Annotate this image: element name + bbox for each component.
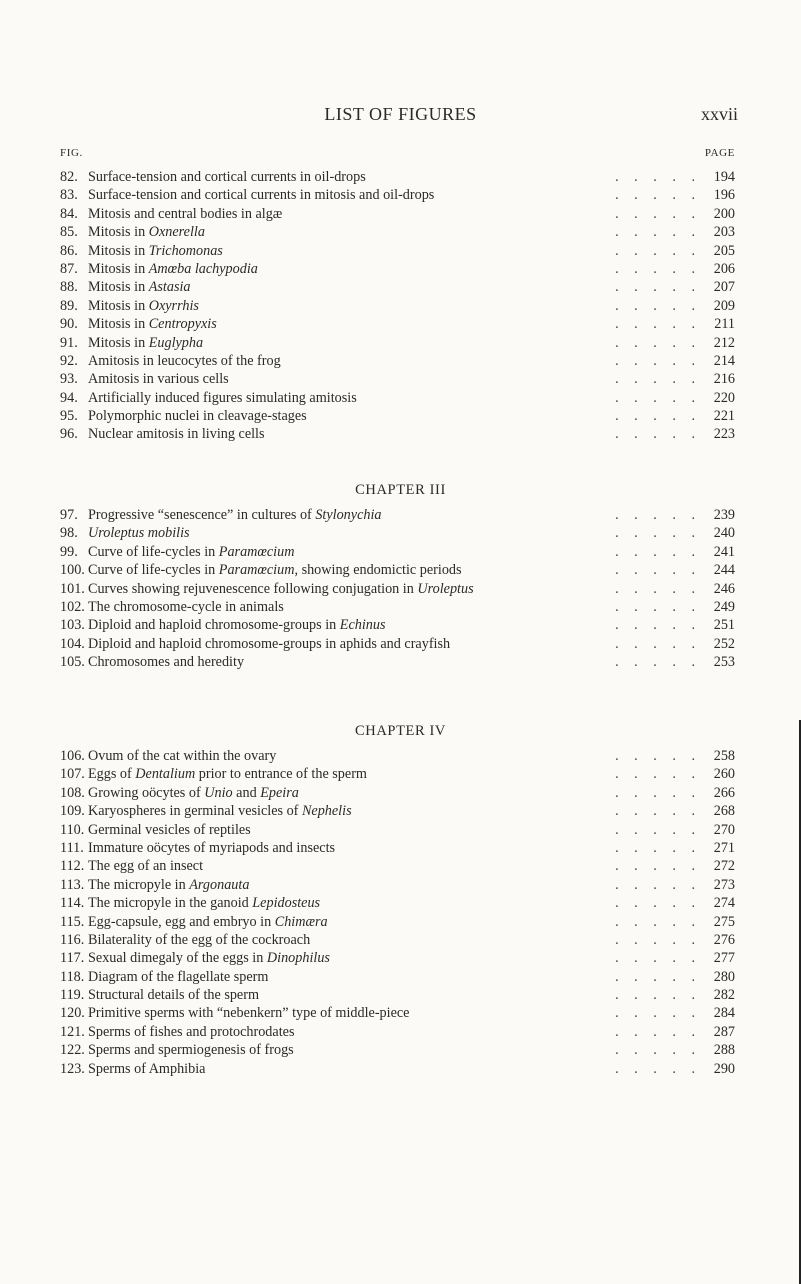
figure-title: Uroleptus mobilis [88,525,190,542]
figure-entry [60,334,735,352]
figure-title: Mitosis in Euglypha [88,334,204,351]
dot-leader: . . . . . [615,876,701,893]
dot-leader: . . . . . [615,617,701,634]
figure-entry [60,857,735,875]
dot-leader: . . . . . [615,987,701,1004]
figure-entry [60,506,735,524]
page-ref [475,205,735,223]
figure-number: 121. [60,1023,85,1040]
figure-title: Sperms of fishes and protochrodates [88,1023,295,1040]
dot-leader: . . . . . [615,297,701,314]
figure-entry [60,968,735,986]
page-ref [475,580,735,598]
figure-number: 105. [60,654,85,671]
page-number-ref: 276 [713,931,735,948]
figure-number: 84. [60,205,78,222]
dot-leader: . . . . . [615,598,701,615]
figure-title: The micropyle in Argonauta [88,876,250,893]
page-number-ref: 214 [713,352,735,369]
page-number-ref: 241 [713,543,735,560]
page-ref [475,876,735,894]
figure-number: 112. [60,858,85,875]
page-ref [475,821,735,839]
dot-leader: . . . . . [615,242,701,259]
page-ref [475,370,735,388]
dot-leader: . . . . . [615,821,701,838]
page-ref [475,543,735,561]
figure-number: 101. [60,580,85,597]
dot-leader: . . . . . [615,895,701,912]
figure-number: 109. [60,803,85,820]
figure-entry [60,297,735,315]
figure-title: The chromosome-cycle in animals [88,598,284,615]
page-ref [475,334,735,352]
dot-leader: . . . . . [615,580,701,597]
page-ref [475,653,735,671]
figure-number: 115. [60,913,85,930]
dot-leader: . . . . . [615,169,701,185]
figure-list-section [60,747,735,1078]
figure-number: 123. [60,1060,85,1077]
figure-entry [60,931,735,949]
page-number-ref: 221 [713,408,735,425]
figure-title: Diploid and haploid chromosome-groups in aphids and crayfish [88,635,451,652]
page-number-ref: 251 [713,617,735,634]
figure-number: 113. [60,876,85,893]
figure-entry [60,205,735,223]
dot-leader: . . . . . [615,543,701,560]
figure-number: 110. [60,821,85,838]
figure-entry [60,635,735,653]
figure-title: Eggs of Dentalium prior to entrance of the sperm [88,766,367,783]
figure-title: Karyospheres in germinal vesicles of Nephelis [88,803,352,820]
figure-title: Egg-capsule, egg and embryo in Chimæra [88,913,328,930]
figure-title: Curve of life-cycles in Paramœcium, showing endomictic periods [88,562,462,579]
figure-entry [60,561,735,579]
page-ref [475,894,735,912]
figure-entry [60,802,735,820]
chapter-heading: CHAPTER IV [355,723,446,739]
dot-leader: . . . . . [615,316,701,333]
page-number-ref: 205 [713,242,735,259]
page-ref [475,297,735,315]
page-number-ref: 216 [713,371,735,388]
page-ref [475,802,735,820]
page-ref [475,260,735,278]
figure-title: Surface-tension and cortical currents in mitosis and oil-drops [88,187,435,204]
page-ref [475,598,735,616]
figure-entry [60,242,735,260]
figure-title: Progressive “senescence” in cultures of Stylonychia [88,507,382,523]
page-number-ref: 290 [713,1060,735,1077]
figure-number: 102. [60,598,85,615]
figure-title: Mitosis in Astasia [88,279,191,296]
dot-leader: . . . . . [615,950,701,967]
page-number-ref: 287 [713,1023,735,1040]
figure-entry [60,1004,735,1022]
dot-leader: . . . . . [615,913,701,930]
page-number-ref: 277 [713,950,735,967]
figure-title: Polymorphic nuclei in cleavage-stages [88,408,307,425]
page-number-ref: 207 [713,279,735,296]
figure-entry [60,223,735,241]
figure-number: 108. [60,784,85,801]
page-ref [475,1023,735,1041]
page-ref [475,223,735,241]
dot-leader: . . . . . [615,1042,701,1059]
figure-number: 116. [60,931,85,948]
figure-entry [60,1023,735,1041]
page-number-ref: 239 [713,507,735,523]
dot-leader: . . . . . [615,1023,701,1040]
page-ref [475,1004,735,1022]
page-number-ref: 240 [713,525,735,542]
figure-entry [60,168,735,186]
figure-number: 98. [60,525,78,542]
page-number-ref: 260 [713,766,735,783]
page-number-ref: 196 [713,187,735,204]
page-number-ref: 268 [713,803,735,820]
figure-number: 82. [60,169,78,185]
dot-leader: . . . . . [615,224,701,241]
figure-number: 122. [60,1042,85,1059]
page-number-ref: 282 [713,987,735,1004]
dot-leader: . . . . . [615,334,701,351]
page-ref [475,913,735,931]
figure-title: Mitosis in Amœba lachypodia [88,260,258,277]
page-ref [475,747,735,765]
dot-leader: . . . . . [615,784,701,801]
figure-entry [60,425,735,443]
page-number-ref: 273 [713,876,735,893]
dot-leader: . . . . . [615,426,701,443]
page-number-ref: 270 [713,821,735,838]
figure-entry [60,407,735,425]
page-number-ref: 203 [713,224,735,241]
dot-leader: . . . . . [615,931,701,948]
figure-title: The micropyle in the ganoid Lepidosteus [88,895,321,912]
figure-title: Mitosis in Trichomonas [88,242,223,259]
figure-number: 95. [60,408,78,425]
figure-title: Primitive sperms with “nebenkern” type of middle-piece [88,1005,410,1022]
figure-title: Amitosis in leucocytes of the frog [88,352,281,369]
dot-leader: . . . . . [615,389,701,406]
figure-title: The egg of an insect [88,858,204,875]
page-ref [475,389,735,407]
page-ref [475,949,735,967]
page-number-ref: 249 [713,598,735,615]
page-number-ref: 244 [713,562,735,579]
figure-entry [60,278,735,296]
page-number: xxvii [700,104,738,124]
figure-entry [60,1060,735,1078]
figure-entry [60,352,735,370]
dot-leader: . . . . . [615,839,701,856]
page-number-ref: 252 [713,635,735,652]
dot-leader: . . . . . [615,968,701,985]
page-number-ref: 220 [713,389,735,406]
dot-leader: . . . . . [615,260,701,277]
figure-entry [60,260,735,278]
figure-title: Curve of life-cycles in Paramœcium [88,543,295,560]
page-number-ref: 209 [713,297,735,314]
page-ref [475,839,735,857]
figure-entry [60,839,735,857]
dot-leader: . . . . . [615,748,701,764]
figure-number: 88. [60,279,78,296]
figure-title: Immature oöcytes of myriapods and insects [88,839,336,856]
page-ref [475,315,735,333]
figure-entry [60,186,735,204]
page-number-ref: 246 [713,580,735,597]
page-number-ref: 266 [713,784,735,801]
figure-number: 94. [60,389,78,406]
page-number-ref: 212 [713,334,735,351]
figure-number: 86. [60,242,78,259]
page-ref [475,784,735,802]
figure-title: Surface-tension and cortical currents in oil-drops [88,169,366,185]
figure-number: 91. [60,334,78,351]
page-number-ref: 211 [714,316,735,333]
figure-entry [60,315,735,333]
figure-number: 92. [60,352,78,369]
figure-entry [60,784,735,802]
page-number-ref: 223 [713,426,735,443]
page-ref [475,561,735,579]
figure-number: 104. [60,635,85,652]
figure-entry [60,913,735,931]
page-ref [475,765,735,783]
figure-number: 114. [60,895,85,912]
dot-leader: . . . . . [615,507,701,523]
figure-title: Germinal vesicles of reptiles [88,821,251,838]
chapter-heading: CHAPTER III [355,482,446,498]
figure-number: 83. [60,187,78,204]
page-number-ref: 275 [713,913,735,930]
figure-title: Mitosis and central bodies in algæ [88,205,283,222]
figure-entry [60,986,735,1004]
figure-number: 106. [60,748,85,764]
figure-title: Structural details of the sperm [88,987,259,1004]
figure-list-section [60,506,735,672]
figure-number: 100. [60,562,85,579]
page-number-ref: 206 [713,260,735,277]
figure-entry [60,821,735,839]
figure-title: Diagram of the flagellate sperm [88,968,269,985]
dot-leader: . . . . . [615,1005,701,1022]
page-ref [475,635,735,653]
figure-number: 120. [60,1005,85,1022]
figure-number: 87. [60,260,78,277]
dot-leader: . . . . . [615,1060,701,1077]
figure-entry [60,543,735,561]
figure-number: 119. [60,987,85,1004]
dot-leader: . . . . . [615,635,701,652]
figure-title: Curves showing rejuvenescence following conjugation in Uroleptus [88,580,474,597]
figure-title: Mitosis in Oxnerella [88,224,205,241]
page-number-ref: 194 [713,169,735,185]
figure-number: 89. [60,297,78,314]
figure-entry [60,894,735,912]
dot-leader: . . . . . [615,525,701,542]
figure-entry [60,876,735,894]
figure-number: 85. [60,224,78,241]
dot-leader: . . . . . [615,766,701,783]
figure-title: Growing oöcytes of Unio and Epeira [88,784,299,801]
page-number-ref: 272 [713,858,735,875]
figure-title: Amitosis in various cells [88,371,229,388]
figure-entry [60,1041,735,1059]
page-ref [475,425,735,443]
figure-title: Nuclear amitosis in living cells [88,426,265,443]
figure-number: 99. [60,543,78,560]
dot-leader: . . . . . [615,858,701,875]
figure-entry [60,949,735,967]
dot-leader: . . . . . [615,562,701,579]
page-ref [475,524,735,542]
figure-number: 90. [60,316,78,333]
figure-number: 93. [60,371,78,388]
fig-column-label: FIG. [60,147,83,159]
figure-title: Sperms of Amphibia [88,1060,206,1077]
figure-entry [60,580,735,598]
figure-title: Bilaterality of the egg of the cockroach [88,931,311,948]
dot-leader: . . . . . [615,205,701,222]
dot-leader: . . . . . [615,352,701,369]
figure-entry [60,389,735,407]
figure-entry [60,524,735,542]
figure-entry [60,747,735,765]
page-column-label: PAGE [704,147,735,159]
page-ref [475,168,735,186]
page-title: LIST OF FIGURES [324,104,477,124]
figure-title: Diploid and haploid chromosome-groups in Echinus [88,617,386,634]
page-ref [475,857,735,875]
page-ref [475,986,735,1004]
figure-entry [60,653,735,671]
page-ref [475,616,735,634]
figure-title: Mitosis in Centropyxis [88,316,217,333]
running-head [60,104,741,128]
figure-entry [60,370,735,388]
figure-entry [60,616,735,634]
figure-number: 118. [60,968,85,985]
page-ref [475,506,735,524]
dot-leader: . . . . . [615,279,701,296]
figure-number: 97. [60,507,78,523]
dot-leader: . . . . . [615,408,701,425]
page-number-ref: 253 [713,654,735,671]
figure-list-section [60,168,735,444]
page-ref [475,968,735,986]
dot-leader: . . . . . [615,654,701,671]
figure-entry [60,598,735,616]
figure-number: 111. [60,839,84,856]
page-ref [475,278,735,296]
figure-number: 96. [60,426,78,443]
page-ref [475,931,735,949]
page-number-ref: 280 [713,968,735,985]
page-ref [475,1041,735,1059]
figure-number: 103. [60,617,85,634]
figure-entry [60,765,735,783]
page-number-ref: 258 [713,748,735,764]
page-number-ref: 274 [713,895,735,912]
figure-number: 107. [60,766,85,783]
page-number-ref: 288 [713,1042,735,1059]
figure-title: Sperms and spermiogenesis of frogs [88,1042,294,1059]
page-number-ref: 271 [713,839,735,856]
figure-title: Ovum of the cat within the ovary [88,748,277,764]
figure-number: 117. [60,950,85,967]
page-number-ref: 200 [713,205,735,222]
dot-leader: . . . . . [615,371,701,388]
page-ref [475,352,735,370]
dot-leader: . . . . . [615,803,701,820]
page-ref [475,186,735,204]
page-ref [475,242,735,260]
page-number-ref: 284 [713,1005,735,1022]
figure-title: Mitosis in Oxyrrhis [88,297,199,314]
figure-title: Sexual dimegaly of the eggs in Dinophilus [88,950,330,967]
dot-leader: . . . . . [615,187,701,204]
figure-title: Chromosomes and heredity [88,654,245,671]
page-ref [475,407,735,425]
figure-title: Artificially induced figures simulating amitosis [88,389,357,406]
page-ref [475,1060,735,1078]
